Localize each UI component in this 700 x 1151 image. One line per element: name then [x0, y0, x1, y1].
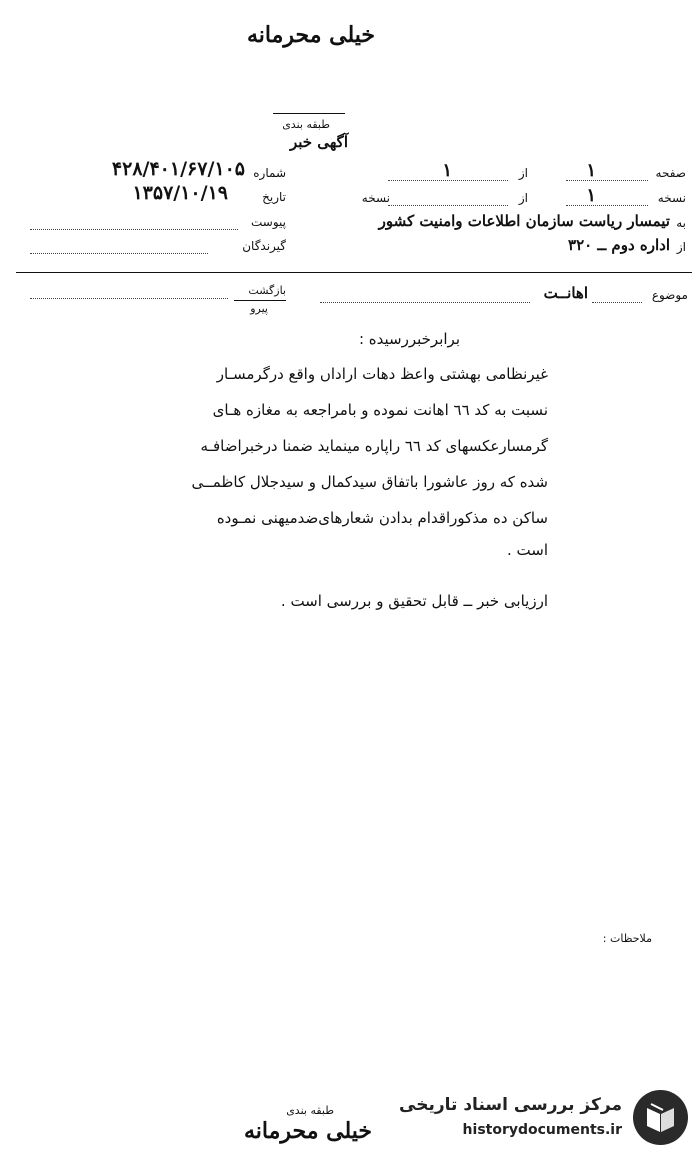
- of-label: از: [518, 166, 528, 180]
- page-value: ۱: [586, 160, 596, 181]
- header-divider: [16, 272, 692, 273]
- body-opening: برابرخبررسیده :: [358, 330, 460, 348]
- watermark-url: historydocuments.ir: [462, 1122, 622, 1138]
- reference-sub: پیرو: [250, 302, 268, 315]
- body-line: است .: [506, 541, 548, 559]
- classification-label: طبقه بندی: [282, 118, 330, 131]
- assessment: ارزیابی خبر ــ قابل تحقیق و بررسی است .: [280, 592, 548, 610]
- to-value: تیمسار ریاست سازمان اطلاعات وامنیت کشور: [378, 212, 670, 230]
- recipients-label: گیرندگان: [242, 239, 286, 253]
- reference-label: بازگشت: [248, 284, 286, 297]
- body-line: غیرنظامی بهشتی واعظ دهات اراداں واقع درگرمسـار: [216, 365, 548, 383]
- from-label: از: [676, 240, 686, 254]
- footer-classification: خیلی محرمانه: [243, 1118, 372, 1144]
- copy-section-label: نسخه: [361, 191, 390, 205]
- watermark-logo-icon: [633, 1090, 688, 1145]
- from-value: اداره دوم ــ ۳۲۰: [568, 236, 670, 254]
- to-label: به: [676, 216, 686, 230]
- watermark-text: مرکز بررسی اسناد تاریخی: [399, 1095, 622, 1115]
- subject-label: موضوع: [651, 288, 688, 302]
- copy-of-label: از: [518, 191, 528, 205]
- number-value: ۴۲۸/۴۰۱/۶۷/۱۰۵: [111, 158, 245, 180]
- category-rule: [273, 113, 345, 114]
- footer-classification-label: طبقه بندی: [286, 1104, 334, 1117]
- copy-value: ۱: [586, 185, 596, 206]
- body-line: ساکن ده مذکوراقدام بدادن شعارهای‌ضدمیهنی نمـوده: [216, 509, 548, 527]
- number-label: شماره: [253, 166, 286, 180]
- page-total: ۱: [442, 160, 452, 181]
- copy-label: نسخه: [657, 191, 686, 205]
- remarks-label: ملاحظات :: [602, 932, 652, 945]
- category-title: آگهی خبر: [289, 133, 348, 151]
- page-label: صفحه: [655, 166, 686, 180]
- body-line: نسبت به کد ٦٦ اهانت نموده و بامراجعه به مغازه هـای: [212, 401, 548, 419]
- date-label: تاریخ: [262, 190, 286, 204]
- attachment-label: پیوست: [251, 215, 286, 229]
- subject-value: اهانــت: [543, 284, 588, 302]
- body-line: گرمسارعکسهای کد ٦٦ راپاره مینماید ضمنا درخبراضافـه: [200, 437, 548, 455]
- classification-top: خیلی محرمانه: [246, 22, 375, 48]
- body-line: شده که روز عاشورا باتفاق سیدکمال و سیدجلال کاظمــی: [191, 473, 548, 491]
- date-value: ۱۳۵۷/۱۰/۱۹: [132, 182, 228, 204]
